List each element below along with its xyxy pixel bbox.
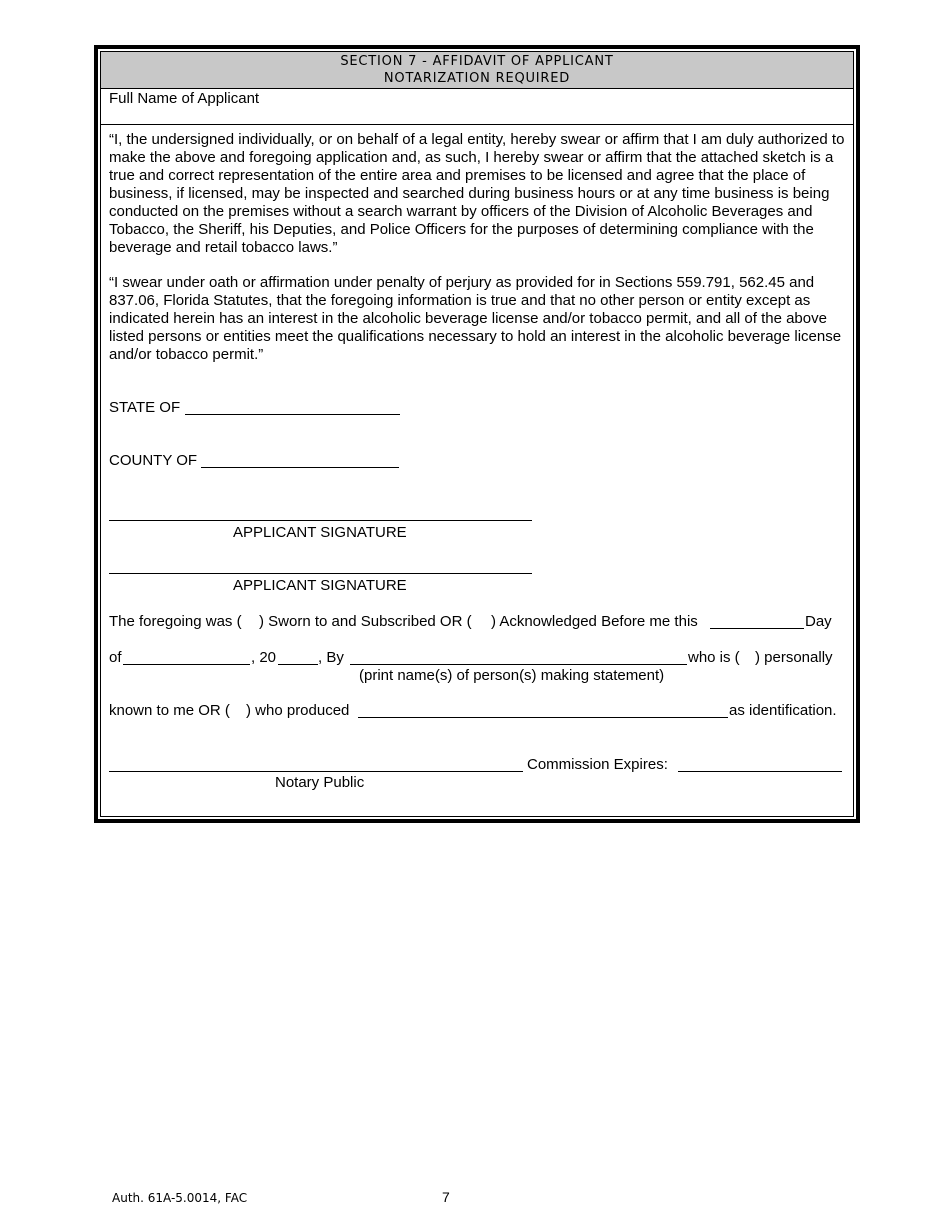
page-number: 7 xyxy=(442,1189,450,1205)
affidavit-paragraph-2: “I swear under oath or affirmation under penalty of perjury as provided for in Sections 559.791, 562.45 and 837.06, Florida Statutes, that the foregoing information is true and that no other person or entity except as indicated herein has an interest in the alcoholic beverage license and/or tobacco permit, and all of the above listed persons or entities meet the qualifications necessary to hold an interest in the alcoholic beverage license and/or tobacco permit.” xyxy=(109,274,842,363)
commission-expires-field[interactable] xyxy=(678,771,842,772)
of-label: of xyxy=(109,649,122,666)
authority-footer: Auth. 61A-5.0014, FAC xyxy=(112,1191,248,1205)
known-label: known to me OR ( xyxy=(109,702,230,719)
year-prefix: , 20 xyxy=(251,649,277,666)
print-name-note: (print name(s) of person(s) making statement) xyxy=(359,667,665,684)
person-name-field[interactable] xyxy=(350,664,687,665)
identification-field[interactable] xyxy=(358,717,728,718)
section-subtitle: NOTARIZATION REQUIRED xyxy=(383,71,571,86)
section-header xyxy=(101,52,853,89)
who-is-label: who is ( xyxy=(688,649,740,666)
section-title: SECTION 7 - AFFIDAVIT OF APPLICANT xyxy=(340,54,614,69)
notary-public-label: Notary Public xyxy=(275,774,365,791)
affidavit-section-box xyxy=(94,45,860,823)
as-identification-label: as identification. xyxy=(729,702,837,719)
county-label: COUNTY OF xyxy=(109,452,198,469)
month-field[interactable] xyxy=(123,664,250,665)
who-produced-option[interactable]: ) who produced xyxy=(246,702,350,719)
applicant-signature-label-1: APPLICANT SIGNATURE xyxy=(233,524,407,541)
state-field[interactable] xyxy=(185,414,400,415)
day-field[interactable] xyxy=(710,628,804,629)
day-label: Day xyxy=(805,613,832,630)
full-name-field[interactable] xyxy=(101,88,853,125)
acknowledged-option[interactable]: ) Acknowledged Before me this xyxy=(491,613,698,630)
sworn-option[interactable]: ) Sworn to and Subscribed OR ( xyxy=(259,613,472,630)
year-field[interactable] xyxy=(278,664,318,665)
applicant-signature-label-2: APPLICANT SIGNATURE xyxy=(233,577,407,594)
affidavit-paragraph-1: “I, the undersigned individually, or on behalf of a legal entity, hereby swear or affirm that I am duly authorized to make the above and foregoing application and, as such, I hereby swear or affirm that the attached sketch is a true and correct representation of the entire area and premises to be licensed and agree that the place of business, if licensed, may be inspected and searched during business hours or at any time business is being conducted on the premises without a search warrant by officers of the Division of Alcoholic Beverages and Tobacco, the Sheriff, his Deputies, and Police Officers for the purposes of determining compliance with the beverage and retail tobacco laws.” xyxy=(109,131,845,256)
by-label: , By xyxy=(318,649,344,666)
applicant-signature-line-2[interactable] xyxy=(109,573,532,574)
affidavit-inner-frame xyxy=(100,51,854,817)
applicant-signature-line-1[interactable] xyxy=(109,520,532,521)
foregoing-prefix: The foregoing was ( xyxy=(109,613,242,630)
full-name-label: Full Name of Applicant xyxy=(109,90,260,107)
personally-known-option[interactable]: ) personally xyxy=(755,649,833,666)
state-label: STATE OF xyxy=(109,399,181,416)
notary-signature-line[interactable] xyxy=(109,771,523,772)
commission-expires-label: Commission Expires: xyxy=(527,756,668,773)
county-field[interactable] xyxy=(201,467,399,468)
